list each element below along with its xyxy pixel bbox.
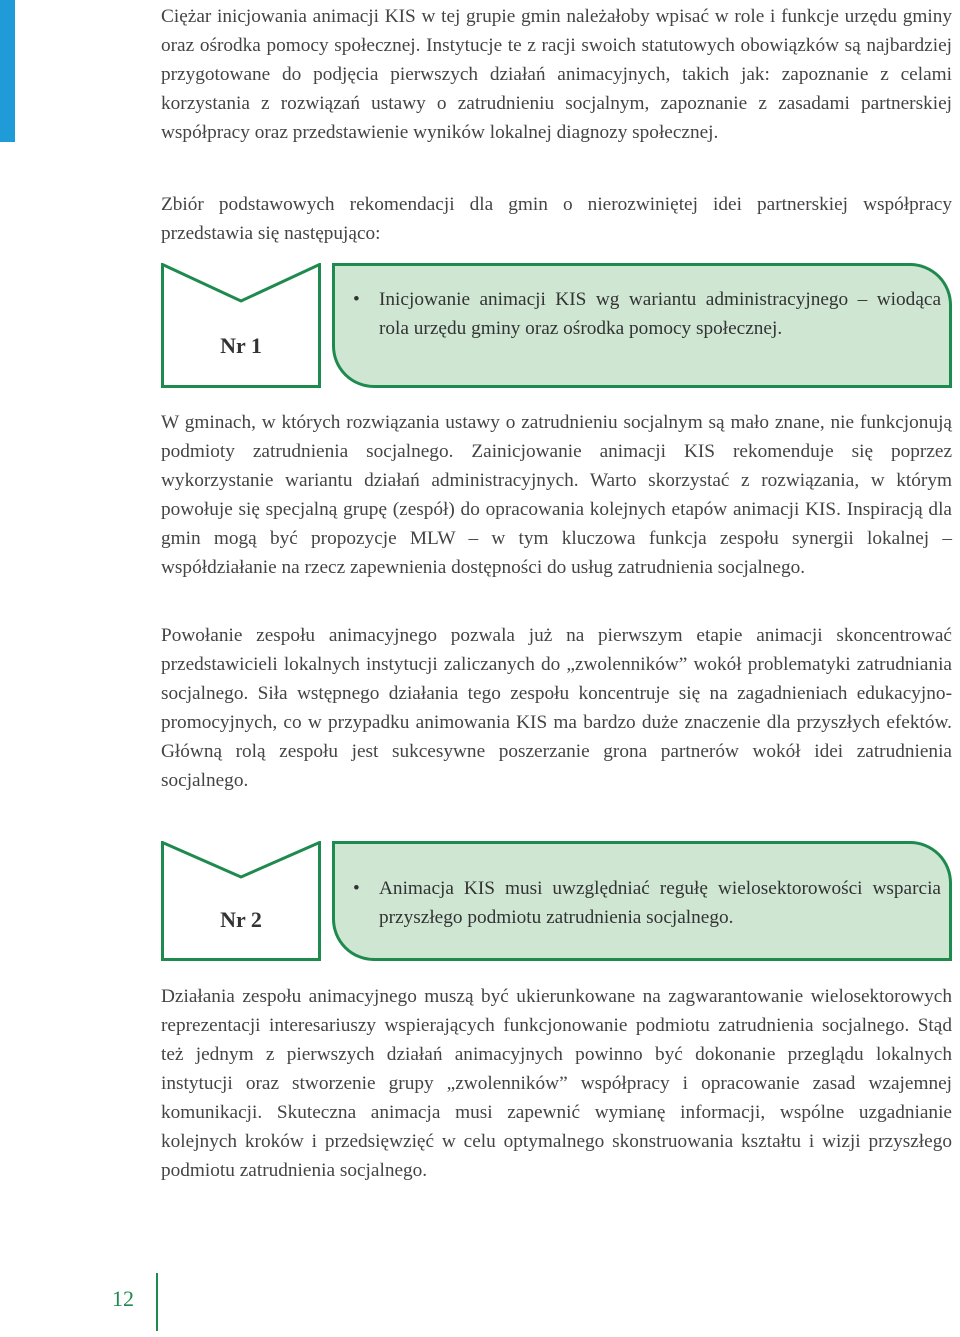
recommendation-number: Nr 1: [220, 333, 262, 358]
paragraph-4: Powołanie zespołu animacyjnego pozwala już na pierwszym etapie animacji skoncentrować przedstawicieli lokalnych instytucji zaliczanych do „zwolenników” wokół problematyki zatrudniania socjalnego. Siła wstępnego działania tego zespołu koncentruje się na zagadnieniach edukacyjno-promocyjnych, co w przypadku animowania KIS ma bardzo duże znaczenie dla przyszłych efektów. Główną rolą zespołu jest sukcesywne poszerzanie grona partnerów wokół idei zatrudnienia socjalnego.: [161, 625, 952, 791]
page-number: 12: [112, 1286, 134, 1311]
bullet-icon: •: [353, 878, 360, 899]
paragraph-1: Ciężar inicjowania animacji KIS w tej grupie gmin należałoby wpisać w role i funkcje urzędu gminy oraz ośrodka pomocy społecznej. Instytucje te z racji swoich statutowych obowiązków są najbardziej przygotowane do podjęcia pierwszych działań animacyjnych, takich jak: zapoznanie z celami korzystania z rozwiązań ustawy o zatrudnieniu socjalnym, zapoznanie z zasadami partnerskiej współpracy oraz przedstawienie wyników lokalnej diagnozy społecznej.: [161, 6, 952, 143]
recommendation-2: [161, 841, 952, 961]
paragraph-2: Zbiór podstawowych rekomendacji dla gmin o nierozwiniętej idei partnerskiej współpracy przedstawia się następująco:: [161, 194, 952, 244]
chevron-marker-icon: [161, 263, 321, 388]
recommendation-text: Animacja KIS musi uwzględniać regułę wielosektorowości wsparcia przyszłego podmiotu zatrudnienia socjalnego.: [379, 878, 941, 928]
recommendation-box: [332, 841, 952, 961]
recommendation-number: Nr 2: [220, 907, 262, 932]
recommendation-list: [351, 285, 941, 343]
recommendation-item: [351, 285, 941, 343]
recommendation-1: [161, 263, 952, 388]
side-color-bar: [0, 0, 15, 142]
recommendation-text: Inicjowanie animacji KIS wg wariantu administracyjnego – wiodąca rola urzędu gminy oraz ośrodka pomocy społecznej.: [379, 289, 941, 339]
chevron-marker-icon: [161, 841, 321, 961]
recommendation-list: [351, 874, 941, 932]
recommendation-item: [351, 874, 941, 932]
footer-divider: [156, 1273, 158, 1331]
recommendation-box: [332, 263, 952, 388]
bullet-icon: •: [353, 289, 360, 310]
paragraph-5: Działania zespołu animacyjnego muszą być ukierunkowane na zagwarantowanie wielosektorowych reprezentacji interesariuszy wspierających funkcjonowanie podmiotu zatrudnienia socjalnego. Stąd też jednym z pierwszych działań animacyjnych powinno być dokonanie przeglądu lokalnych instytucji oraz stworzenie grupy „zwolenników” współpracy i opracowanie zasad wzajemnej komunikacji. Skuteczna animacja musi zapewnić wymianę informacji, wspólne uzgadnianie kolejnych kroków i przedsięwzięć w celu optymalnego skonstruowania kształtu i wizji przyszłego podmiotu zatrudnienia socjalnego.: [161, 986, 952, 1181]
paragraph-3: W gminach, w których rozwiązania ustawy o zatrudnieniu socjalnym są mało znane, nie funkcjonują podmioty zatrudnienia socjalnego. Zainicjowanie animacji KIS rekomenduje się poprzez wykorzystanie wariantu działań administracyjnych. Warto skorzystać z rozwiązania, w którym powołuje się specjalną grupę (zespół) do opracowania kolejnych etapów animacji KIS. Inspiracją dla gmin mogą być propozycje MLW – w tym kluczowa funkcja zespołu synergii lokalnej – współdziałanie na rzecz zapewnienia dostępności do usług zatrudnienia socjalnego.: [161, 412, 952, 578]
